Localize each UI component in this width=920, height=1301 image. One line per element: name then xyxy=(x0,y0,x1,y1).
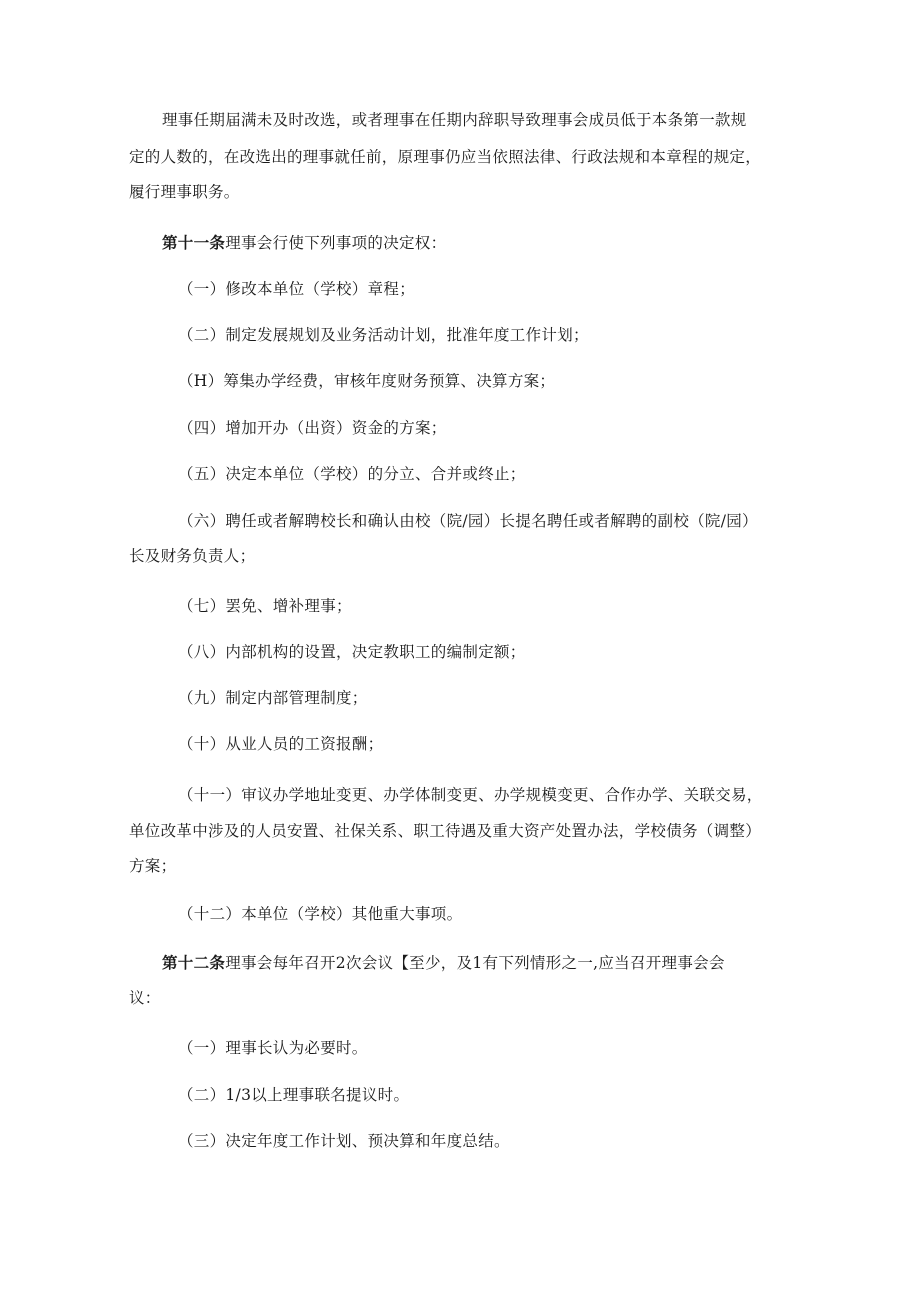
article-12-line xyxy=(162,953,842,973)
list-item-continuation: 方案； xyxy=(129,857,177,875)
list-item: （二）1/3以上理事联名提议时。 xyxy=(178,1086,410,1104)
list-item: （十）从业人员的工资报酬； xyxy=(178,735,384,753)
paragraph-line: 履行理事职务。 xyxy=(129,183,240,201)
list-item-continuation: 单位改革中涉及的人员安置、社保关系、职工待遇及重大资产处置办法，学校债务（调整） xyxy=(129,822,762,840)
list-item: （二）制定发展规划及业务活动计划，批准年度工作计划； xyxy=(178,326,589,344)
list-item: （三）决定年度工作计划、预决算和年度总结。 xyxy=(178,1132,510,1150)
list-item: （七）罢免、增补理事； xyxy=(178,597,352,615)
article-12-continuation: 议： xyxy=(129,989,161,1007)
list-item: （八）内部机构的设置，决定教职工的编制定额； xyxy=(178,643,526,661)
list-item: （四）增加开办（出资）资金的方案； xyxy=(178,419,447,437)
article-11-heading: 第十一条 xyxy=(162,233,226,252)
list-item-continuation: 长及财务负责人； xyxy=(129,547,256,565)
article-12-text: 理事会每年召开2次会议【至少，及1有下列情形之一,应当召开理事会会 xyxy=(225,954,725,972)
paragraph-line: 定的人数的，在改选出的理事就任前，原理事仍应当依照法律、行政法规和本章程的规定， xyxy=(129,148,762,166)
list-item: （一）理事长认为必要时。 xyxy=(178,1039,368,1057)
list-item: （H）筹集办学经费，审核年度财务预算、决算方案； xyxy=(178,372,556,390)
list-item: （五）决定本单位（学校）的分立、合并或终止； xyxy=(178,465,526,483)
paragraph-line: 理事任期届满未及时改选，或者理事在任期内辞职导致理事会成员低于本条第一款规 xyxy=(162,111,747,129)
list-item: （十二）本单位（学校）其他重大事项。 xyxy=(178,905,463,923)
article-11-line xyxy=(162,233,842,253)
article-11-text: 理事会行使下列事项的决定权： xyxy=(225,234,447,252)
list-item: （一）修改本单位（学校）章程； xyxy=(178,280,416,298)
article-12-heading: 第十二条 xyxy=(162,953,226,972)
list-item: （六）聘任或者解聘校长和确认由校（院/园）长提名聘任或者解聘的副校（院/园） xyxy=(178,512,758,530)
list-item: （九）制定内部管理制度； xyxy=(178,689,368,707)
list-item: （十一）审议办学地址变更、办学体制变更、办学规模变更、合作办学、关联交易， xyxy=(178,786,763,804)
